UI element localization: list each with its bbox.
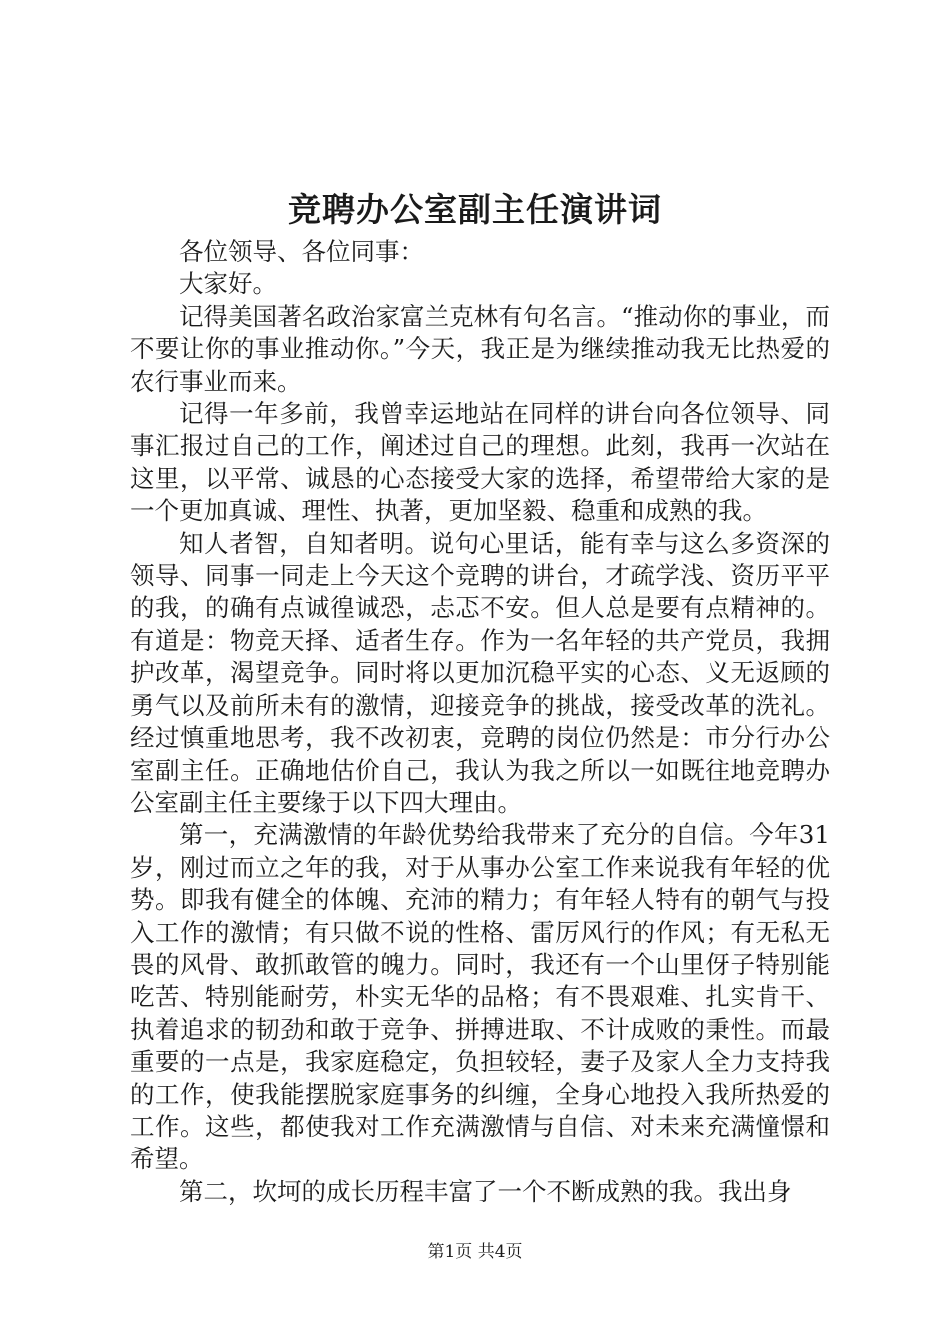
paragraph-self-knowledge: 知人者智，自知者明。说句心里话，能有幸与这么多资深的领导、同事一同走上今天这个竞聘的讲台，才疏学浅、资历平平的我，的确有点诚徨诚恐，忐忑不安。但人总是要有点精神的。有道是：物竞天择、适者生存。作为一名年轻的共产党员，我拥护改革，渴望竞争。同时将以更加沉稳平实的心态、义无返顾的勇气以及前所未有的激情，迎接竞争的挑战，接受改革的洗礼。经过慎重地思考，我不改初衷，竞聘的岗位仍然是：市分行办公室副主任。正确地估价自己，我认为我之所以一如既往地竞聘办公室副主任主要缘于以下四大理由。 (130, 528, 830, 817)
paragraph-reason-one: 第一，充满激情的年龄优势给我带来了充分的自信。今年31岁，刚过而立之年的我，对于从事办公室工作来说我有年轻的优势。即我有健全的体魄、充沛的精力；有年轻人特有的朝气与投入工作的激情；有只做不说的性格、雷厉风行的作风；有无私无畏的风骨、敢抓敢管的魄力。同时，我还有一个山里伢子特别能吃苦、特别能耐劳，朴实无华的品格；有不畏艰难、扎实肯干、执着追求的韧劲和敢于竞争、拼搏进取、不计成败的秉性。而最重要的一点是，我家庭稳定，负担较轻，妻子及家人全力支持我的工作，使我能摆脱家庭事务的纠缠，全身心地投入我所热爱的工作。这些，都使我对工作充满激情与自信、对未来充满憧憬和希望。 (130, 820, 830, 1174)
page-footer: 第1页 共4页 (427, 1242, 523, 1262)
document-body (130, 236, 830, 1208)
paragraph-quote: 记得美国著名政治家富兰克林有句名言。“推动你的事业，而不要让你的事业推动你。”今天，我正是为继续推动我无比热爱的农行事业而来。 (130, 301, 830, 396)
paragraph-past-report: 记得一年多前，我曾幸运地站在同样的讲台向各位领导、同事汇报过自己的工作，阐述过自己的理想。此刻，我再一次站在这里，以平常、诚恳的心态接受大家的选择，希望带给大家的是一个更加真诚、理性、执著，更加坚毅、稳重和成熟的我。 (130, 399, 830, 526)
paragraph-greeting: 各位领导、各位同事： (179, 237, 424, 266)
paragraph-reason-two: 第二，坎坷的成长历程丰富了一个不断成熟的我。我出身 (179, 1176, 792, 1206)
paragraph-hello: 大家好。 (179, 269, 277, 299)
document-title: 竞聘办公室副主任演讲词 (288, 190, 662, 229)
